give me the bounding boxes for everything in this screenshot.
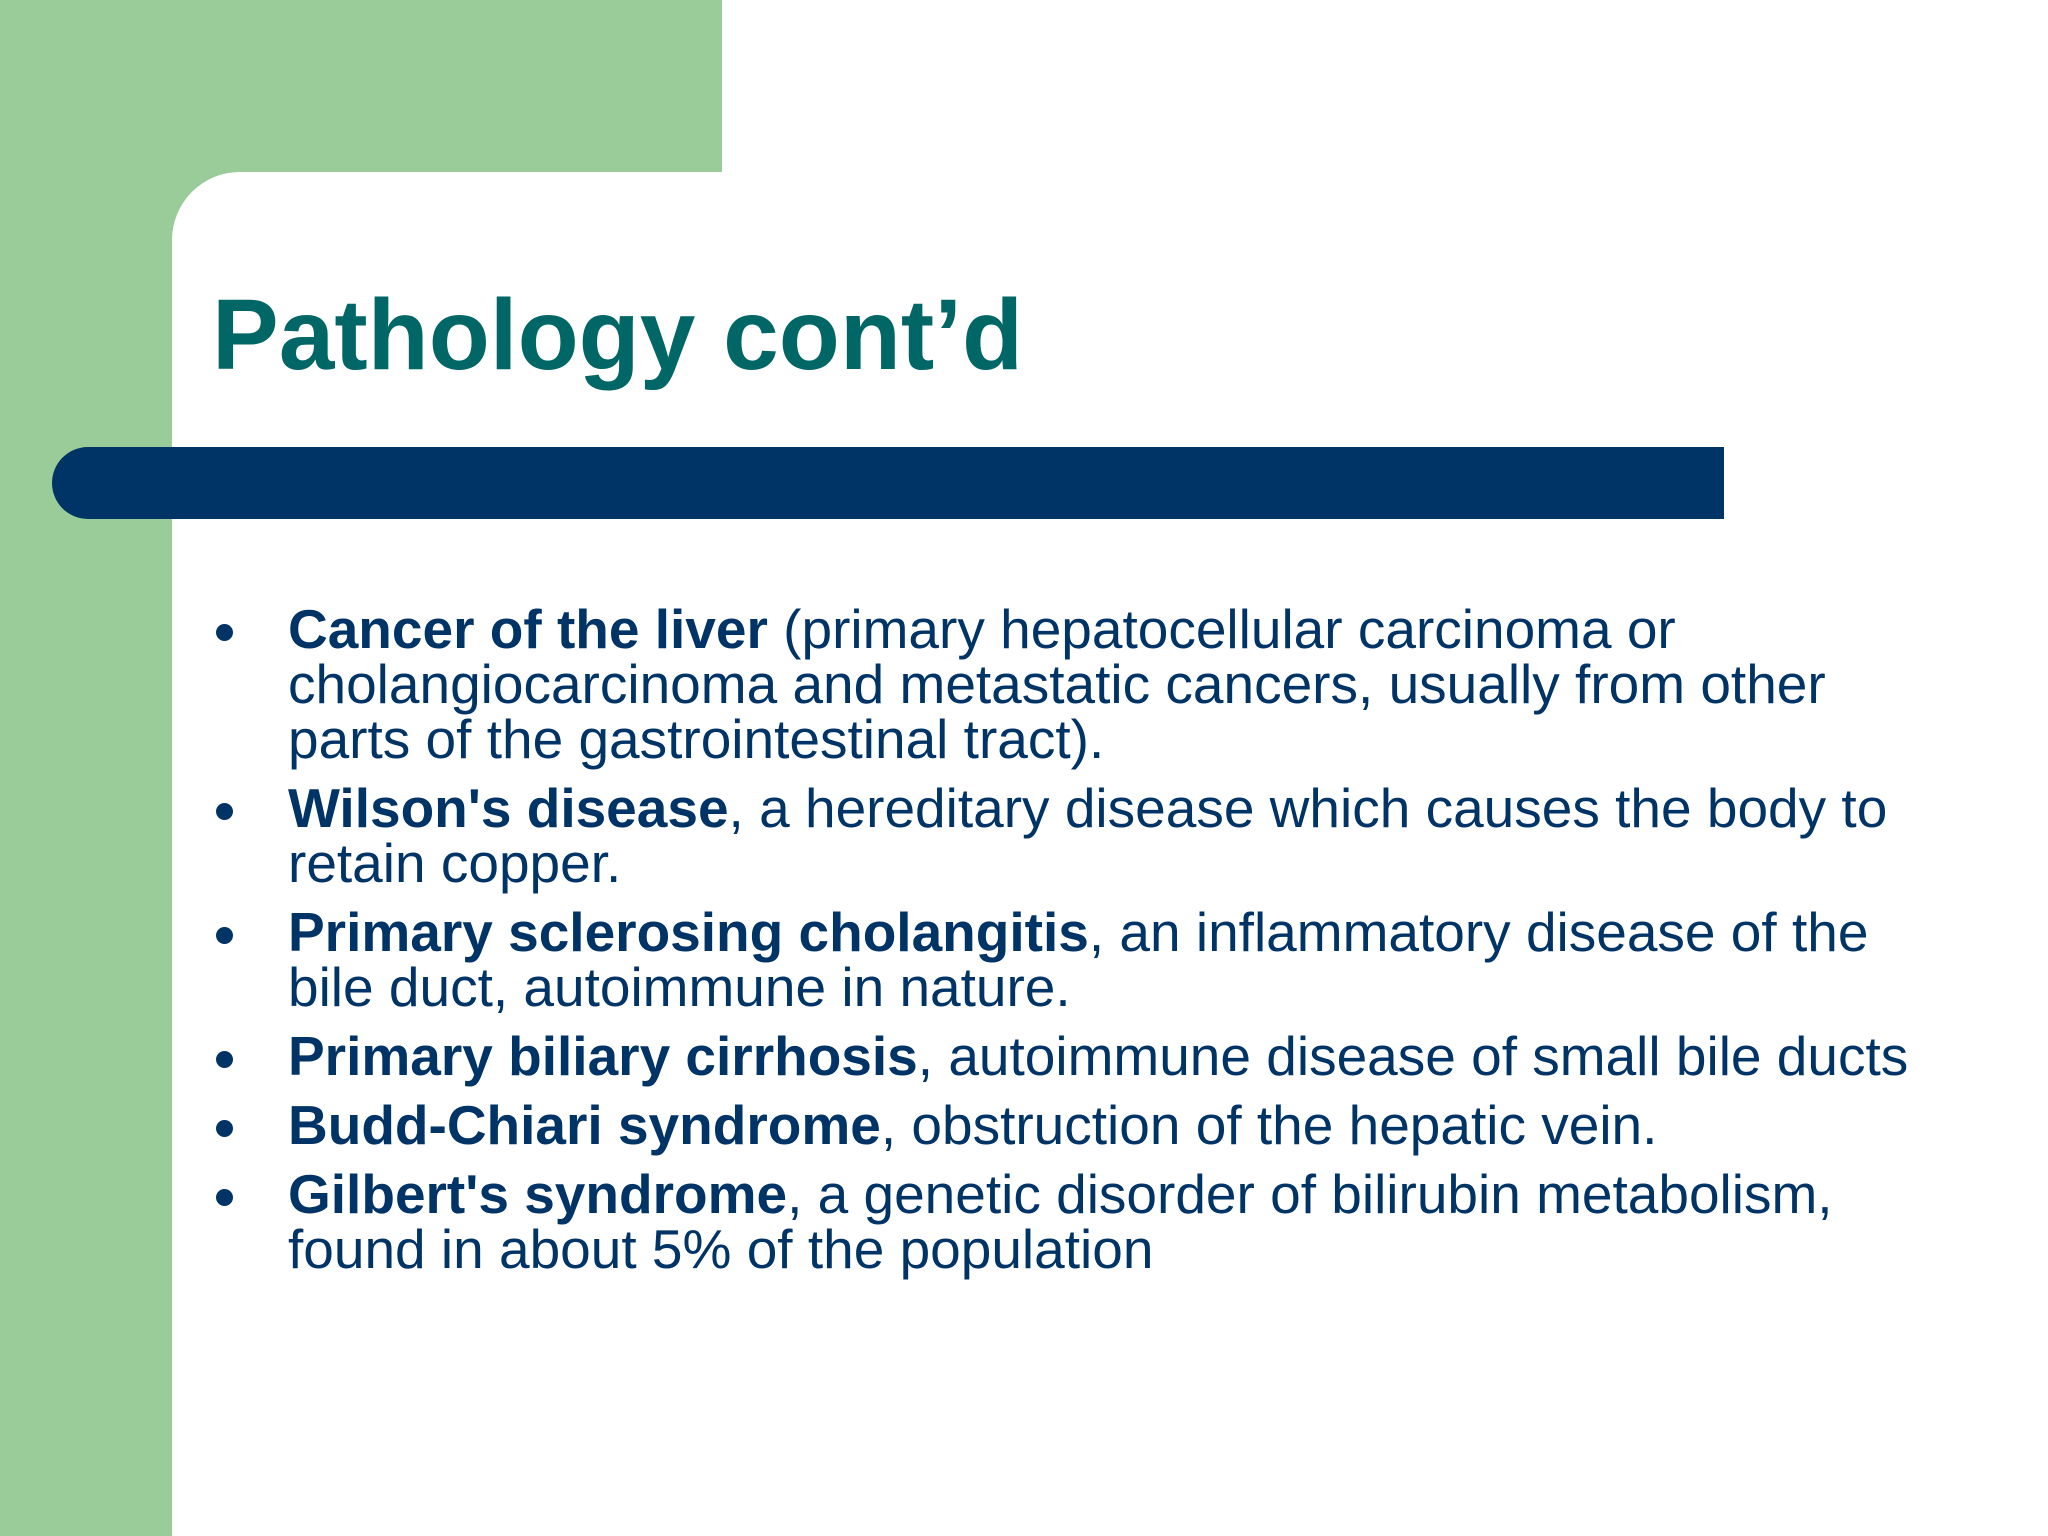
bullet-icon xyxy=(216,624,233,641)
bullet-term: Primary biliary cirrhosis xyxy=(288,1025,918,1087)
bullet-list xyxy=(212,598,1912,1291)
bullet-text: , a genetic disorder of bilirubin metabolism, found in about 5% of the population xyxy=(288,1163,1833,1280)
bullet-term: Budd-Chiari syndrome xyxy=(288,1094,881,1156)
bullet-icon xyxy=(216,803,233,820)
list-item xyxy=(212,901,1912,1018)
list-item xyxy=(212,598,1912,770)
bullet-text: , obstruction of the hepatic vein. xyxy=(880,1094,1658,1156)
slide-title: Pathology cont’d xyxy=(212,279,1024,391)
title-rule-bar xyxy=(52,447,1724,519)
bullet-text: , an inflammatory disease of the bile duct, autoimmune in nature. xyxy=(288,901,1869,1018)
bullet-term: Wilson's disease xyxy=(288,777,729,839)
bullet-icon xyxy=(216,1051,233,1068)
bullet-term: Cancer of the liver xyxy=(288,598,768,660)
bullet-text: , a hereditary disease which causes the body to retain copper. xyxy=(288,777,1888,894)
bullet-term: Gilbert's syndrome xyxy=(288,1163,788,1225)
bullet-icon xyxy=(216,1189,233,1206)
list-item xyxy=(212,777,1912,894)
bullet-text: , autoimmune disease of small bile ducts xyxy=(917,1025,1909,1087)
list-item xyxy=(212,1163,1912,1280)
bullet-term: Primary sclerosing cholangitis xyxy=(288,901,1089,963)
list-item xyxy=(212,1025,1912,1087)
list-item xyxy=(212,1094,1912,1156)
bullet-icon xyxy=(216,1120,233,1137)
bullet-text: (primary hepatocellular carcinoma or cholangiocarcinoma and metastatic cancers, usually from other parts of the gastrointestinal tract). xyxy=(288,598,1826,770)
bullet-icon xyxy=(216,927,233,944)
